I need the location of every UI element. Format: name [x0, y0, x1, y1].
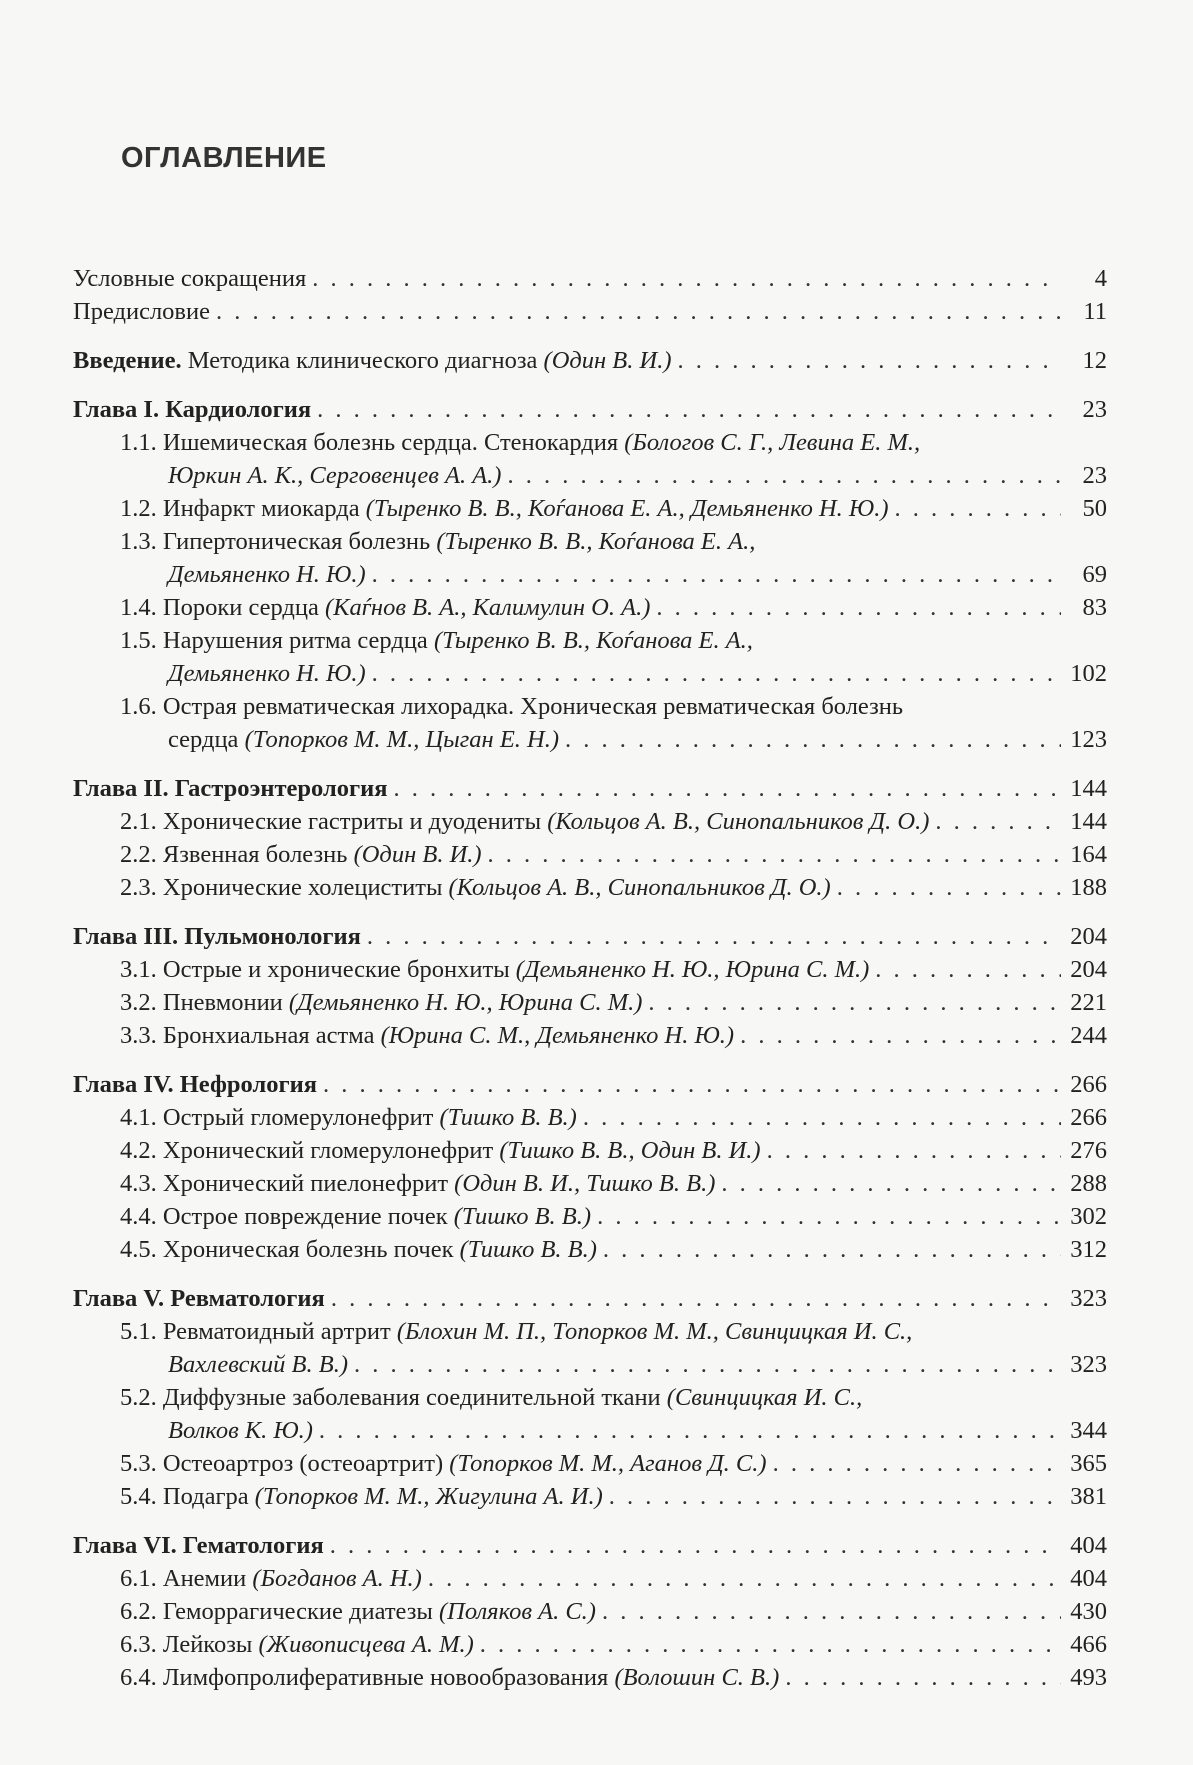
toc-entry-title: 6.2. Геморрагические диатезы (Поляков А. С.) [120, 1598, 596, 1625]
toc-entry-heading: Введение. [73, 347, 182, 374]
toc-entry [73, 1019, 1107, 1052]
toc-entry [73, 624, 1107, 657]
toc-page-number: 102 [1070, 660, 1107, 687]
dot-leader [565, 723, 1061, 756]
toc-entry-title [73, 393, 311, 426]
toc-entry [73, 838, 1107, 871]
toc-chapter-entry [73, 1529, 1107, 1562]
dot-leader [837, 871, 1061, 904]
toc-entry [73, 459, 1107, 492]
toc-entry-title: 1.5. Нарушения ритма сердца (Тыренко В. В., Коѓанова Е. А., [120, 627, 753, 654]
toc-entry [73, 805, 1107, 838]
toc-page-number: 244 [1070, 1022, 1107, 1049]
toc-entry [73, 492, 1107, 525]
dot-leader [603, 1233, 1061, 1266]
dot-leader [488, 838, 1061, 871]
toc-entry [73, 1447, 1107, 1480]
dot-leader [678, 344, 1062, 377]
toc-page-number: 266 [1070, 1071, 1107, 1098]
toc-entry-title: 3.1. Острые и хронические бронхиты (Демьяненко Н. Ю., Юрина С. М.) [120, 956, 870, 983]
toc-page-number: 221 [1070, 989, 1107, 1016]
toc-entry [73, 1414, 1107, 1447]
toc-entry-authors: (Поляков А. С.) [439, 1598, 596, 1625]
dot-leader [773, 1447, 1061, 1480]
toc-entry-title: 5.3. Остеоартроз (остеоартрит) (Топорков М. М., Аганов Д. С.) [120, 1450, 767, 1477]
toc-chapter-entry [73, 772, 1107, 805]
toc-entry-heading: Глава II. Гастроэнтерология [73, 775, 388, 802]
toc-entry-authors: (Тишко В. В.) [459, 1236, 597, 1263]
toc-entry-title: 4.4. Острое повреждение почек (Тишко В. В.) [120, 1203, 592, 1230]
toc-entry-title [168, 1348, 348, 1381]
dot-leader [597, 1200, 1061, 1233]
dot-leader [372, 657, 1061, 690]
toc-entry-authors: (Тишко В. В.) [439, 1104, 577, 1131]
toc-page-number: 4 [1094, 265, 1107, 292]
toc-page-number: 204 [1070, 956, 1107, 983]
toc-entry [73, 723, 1107, 756]
toc-chapter-entry [73, 1068, 1107, 1101]
toc-entry [73, 295, 1107, 328]
toc-chapter-entry [73, 920, 1107, 953]
toc-entry-authors: Демьяненко Н. Ю.) [168, 561, 366, 588]
toc-entry-authors: (Живописцева А. М.) [258, 1631, 474, 1658]
toc-entry-authors: (Топорков М. М., Жигулина А. И.) [254, 1483, 603, 1510]
toc-entry [73, 1200, 1107, 1233]
toc-entry [73, 657, 1107, 690]
dot-leader [740, 1019, 1061, 1052]
toc-entry [73, 1562, 1107, 1595]
toc-page-number: 365 [1070, 1450, 1107, 1477]
toc-entry [73, 1661, 1107, 1694]
toc-entry-title: 2.1. Хронические гастриты и дуодениты (Кольцов А. В., Синопальников Д. О.) [120, 808, 930, 835]
toc-entry-authors: (Богданов А. Н.) [252, 1565, 422, 1592]
toc-entry-title [73, 920, 361, 953]
toc-entry-title: 5.1. Ревматоидный артрит (Блохин М. П., Топорков М. М., Свинцицкая И. С., [120, 1318, 913, 1345]
toc-entry-authors: (Юрина С. М., Демьяненко Н. Ю.) [380, 1022, 735, 1049]
toc-entry [73, 558, 1107, 591]
toc-entry-title [168, 558, 366, 591]
dot-leader [480, 1628, 1061, 1661]
toc-entry-title [73, 772, 387, 805]
toc-page-number: 69 [1082, 561, 1107, 588]
toc-entry-authors: (Тишко В. В., Один В. И.) [499, 1137, 761, 1164]
toc-entry-heading: Глава IV. Нефрология [73, 1071, 317, 1098]
dot-leader [935, 805, 1061, 838]
toc-entry [73, 591, 1107, 624]
toc-page-number: 323 [1070, 1285, 1107, 1312]
toc-entry-title [168, 657, 366, 690]
toc-page-number: 381 [1070, 1483, 1107, 1510]
toc-page-number: 288 [1070, 1170, 1107, 1197]
toc-entry [73, 690, 1107, 723]
toc-page-number: 344 [1070, 1417, 1107, 1444]
toc-page-number: 23 [1082, 462, 1107, 489]
dot-leader [317, 393, 1061, 426]
toc-entry [73, 1167, 1107, 1200]
toc-entry-authors: (Кольцов А. В., Синопальников Д. О.) [448, 874, 831, 901]
toc-entry-title [168, 459, 501, 492]
toc-entry-authors: (Тыренко В. В., Коѓанова Е. А., [436, 528, 756, 555]
dot-leader [583, 1101, 1061, 1134]
dot-leader [602, 1595, 1061, 1628]
dot-leader [372, 558, 1061, 591]
toc-entry-title [73, 1068, 317, 1101]
toc-entry-title: 1.6. Острая ревматическая лихорадка. Хроническая ревматическая болезнь [120, 693, 904, 720]
toc-page-number: 188 [1070, 874, 1107, 901]
toc-entry-title: 6.3. Лейкозы (Живописцева А. М.) [120, 1631, 474, 1658]
toc-entry-authors: (Тыренко В. В., Коѓанова Е. А., [433, 627, 753, 654]
toc-entry-title: 3.3. Бронхиальная астма (Юрина С. М., Демьяненко Н. Ю.) [120, 1022, 735, 1049]
toc-page-number: 466 [1070, 1631, 1107, 1658]
toc-entry-title: 6.1. Анемии (Богданов А. Н.) [120, 1565, 422, 1592]
toc-entry-title: 1.3. Гипертоническая болезнь (Тыренко В. В., Коѓанова Е. А., [120, 528, 756, 555]
toc-entry-title: 2.2. Язвенная болезнь (Один В. И.) [120, 841, 482, 868]
toc-entry [73, 1381, 1107, 1414]
toc-entry-authors: (Блохин М. П., Топорков М. М., Свинцицкая И. С., [396, 1318, 913, 1345]
toc-entry-authors: Демьяненко Н. Ю.) [168, 660, 366, 687]
toc-page-number: 144 [1070, 775, 1107, 802]
dot-leader [331, 1282, 1061, 1315]
toc-page-number: 50 [1082, 495, 1107, 522]
toc-entry-title: 6.4. Лимфопролиферативные новообразования (Волошин С. В.) [120, 1664, 780, 1691]
toc-entry [73, 1134, 1107, 1167]
toc-page-number: 493 [1070, 1664, 1107, 1691]
toc-entry-authors: (Демьяненко Н. Ю., Юрина С. М.) [288, 989, 643, 1016]
toc-entry-heading: Глава VI. Гематология [73, 1532, 324, 1559]
toc-entry-title: сердца (Топорков М. М., Цыган Е. Н.) [168, 726, 560, 753]
toc-entry-title: 1.2. Инфаркт миокарда (Тыренко В. В., Коѓанова Е. А., Демьяненко Н. Ю.) [120, 495, 889, 522]
toc-entry-title: 3.2. Пневмонии (Демьяненко Н. Ю., Юрина С. М.) [120, 989, 643, 1016]
toc-page-number: 404 [1070, 1565, 1107, 1592]
toc-entry-title: 4.5. Хроническая болезнь почек (Тишко В. В.) [120, 1236, 597, 1263]
dot-leader [323, 1068, 1061, 1101]
toc-entry-authors: Вахлевский В. В.) [168, 1351, 348, 1378]
toc-entry-authors: (Один В. И.) [543, 347, 672, 374]
toc-entry-heading: Глава I. Кардиология [73, 396, 312, 423]
toc-page-number: 12 [1082, 347, 1107, 374]
dot-leader [312, 262, 1061, 295]
dot-leader [393, 772, 1061, 805]
dot-leader [216, 295, 1061, 328]
toc-entry-title: 5.2. Диффузные заболевания соединительной ткани (Свинцицкая И. С., [120, 1384, 863, 1411]
dot-leader [319, 1414, 1061, 1447]
toc-entry-authors: (Тишко В. В.) [453, 1203, 592, 1230]
toc-entry [73, 986, 1107, 1019]
toc-entry [73, 262, 1107, 295]
dot-leader [428, 1562, 1061, 1595]
dot-leader [895, 492, 1062, 525]
toc-entry-title [73, 1529, 324, 1562]
toc-page-number: 302 [1070, 1203, 1107, 1230]
toc-entry-authors: (Топорков М. М., Аганов Д. С.) [449, 1450, 767, 1477]
dot-leader [875, 953, 1061, 986]
toc-entry-authors: (Тыренко В. В., Коѓанова Е. А., Демьяненко Н. Ю.) [365, 495, 889, 522]
toc-page-number: 323 [1070, 1351, 1107, 1378]
table-of-contents [73, 262, 1107, 1694]
toc-entry [73, 1628, 1107, 1661]
toc-entry-title: 4.2. Хронический гломерулонефрит (Тишко В. В., Один В. И.) [120, 1137, 761, 1164]
dot-leader [330, 1529, 1061, 1562]
toc-page-number: 430 [1070, 1598, 1107, 1625]
toc-entry-authors: (Бологов С. Г., Левина Е. М., [624, 429, 921, 456]
toc-page-number: 23 [1082, 396, 1107, 423]
dot-leader [721, 1167, 1061, 1200]
toc-page-number: 266 [1070, 1104, 1107, 1131]
toc-entry-title: Условные сокращения [73, 265, 307, 292]
toc-page-number: 404 [1070, 1532, 1107, 1559]
dot-leader [367, 920, 1061, 953]
toc-page-number: 164 [1070, 841, 1107, 868]
toc-entry [73, 953, 1107, 986]
toc-entry [73, 1233, 1107, 1266]
toc-entry [73, 1101, 1107, 1134]
toc-entry-title: 1.4. Пороки сердца (Каѓнов В. А., Калимулин О. А.) [120, 594, 651, 621]
toc-entry-authors: (Один В. И.) [353, 841, 482, 868]
dot-leader [507, 459, 1061, 492]
toc-entry-title: Введение. Методика клинического диагноза (Один В. И.) [73, 347, 672, 374]
toc-entry-authors: (Один В. И., Тишко В. В.) [454, 1170, 716, 1197]
toc-page-number: 83 [1082, 594, 1107, 621]
toc-chapter-entry [73, 1282, 1107, 1315]
toc-entry-authors: (Волошин С. В.) [614, 1664, 780, 1691]
toc-entry-title: 4.1. Острый гломерулонефрит (Тишко В. В.) [120, 1104, 577, 1131]
toc-entry [73, 525, 1107, 558]
dot-leader [354, 1348, 1061, 1381]
toc-page-number: 312 [1070, 1236, 1107, 1263]
toc-entry-title: Предисловие [73, 298, 210, 325]
toc-entry-authors: Юркин А. К., Серговенцев А. А.) [168, 462, 502, 489]
toc-entry-authors: (Демьяненко Н. Ю., Юрина С. М.) [515, 956, 870, 983]
toc-entry-authors: Волков К. Ю.) [168, 1417, 313, 1444]
dot-leader [785, 1661, 1061, 1694]
toc-entry-authors: (Кольцов А. В., Синопальников Д. О.) [547, 808, 930, 835]
toc-entry-heading: Глава III. Пульмонология [73, 923, 361, 950]
toc-entry [73, 1480, 1107, 1513]
toc-entry-title [73, 1282, 325, 1315]
dot-leader [767, 1134, 1061, 1167]
toc-page-number: 144 [1070, 808, 1107, 835]
page-title: ОГЛАВЛЕНИЕ [121, 142, 327, 174]
dot-leader [648, 986, 1061, 1019]
toc-entry [73, 426, 1107, 459]
toc-page-number: 11 [1083, 298, 1107, 325]
toc-chapter-entry [73, 393, 1107, 426]
toc-entry-title: 2.3. Хронические холециститы (Кольцов А. В., Синопальников Д. О.) [120, 874, 831, 901]
toc-entry-heading: Глава V. Ревматология [73, 1285, 325, 1312]
toc-entry [73, 871, 1107, 904]
toc-entry-title [168, 1414, 313, 1447]
dot-leader [609, 1480, 1061, 1513]
dot-leader [656, 591, 1061, 624]
toc-entry [73, 1348, 1107, 1381]
toc-entry [73, 344, 1107, 377]
toc-page-number: 204 [1070, 923, 1107, 950]
toc-entry [73, 1315, 1107, 1348]
toc-entry-title: 1.1. Ишемическая болезнь сердца. Стенокардия (Бологов С. Г., Левина Е. М., [120, 429, 921, 456]
toc-page-number: 276 [1070, 1137, 1107, 1164]
toc-entry-authors: (Свинцицкая И. С., [666, 1384, 863, 1411]
toc-entry-title: 4.3. Хронический пиелонефрит (Один В. И., Тишко В. В.) [120, 1170, 716, 1197]
toc-entry-authors: (Каѓнов В. А., Калимулин О. А.) [325, 594, 651, 621]
toc-entry-authors: (Топорков М. М., Цыган Е. Н.) [244, 726, 560, 753]
toc-page-number: 123 [1070, 726, 1107, 753]
toc-entry-title: 5.4. Подагра (Топорков М. М., Жигулина А. И.) [120, 1483, 603, 1510]
toc-entry [73, 1595, 1107, 1628]
